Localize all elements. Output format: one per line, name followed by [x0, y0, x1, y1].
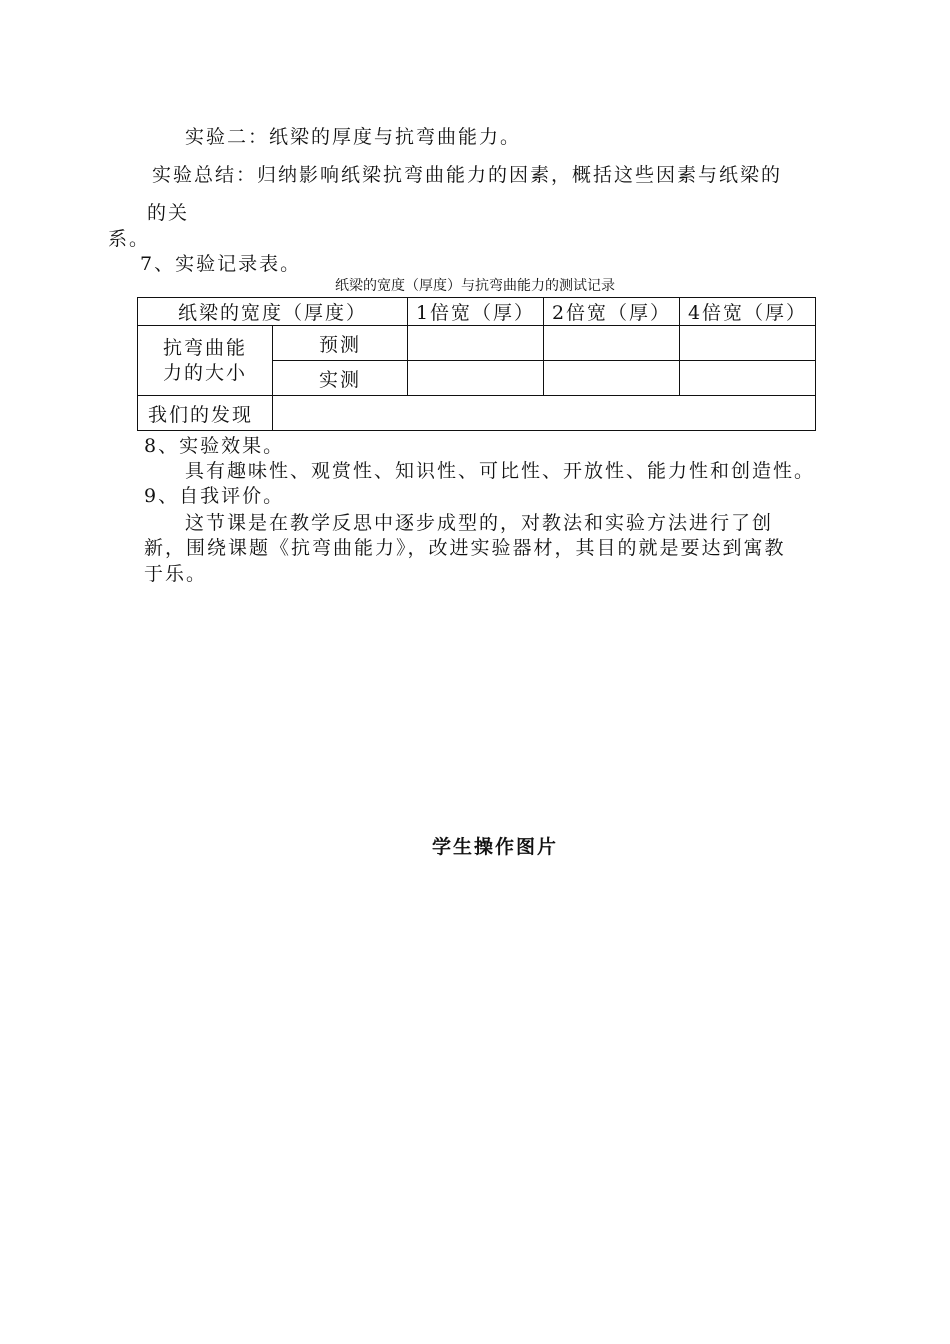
row-label-line-1: 抗弯曲能 — [162, 336, 247, 359]
header-cell-1x: 1倍宽（厚） — [408, 298, 544, 326]
eval-line-2: 新，围绕课题《抗弯曲能力》，改进实验器材，其目的就是要达到寓教 — [144, 537, 786, 559]
summary-line-3: 系。 — [108, 228, 151, 250]
section-title: 学生操作图片 — [431, 836, 558, 858]
actual-label: 实测 — [273, 361, 408, 396]
predict-1x-cell[interactable] — [408, 326, 544, 361]
row-label-line-2: 力的大小 — [162, 361, 247, 384]
actual-2x-cell[interactable] — [544, 361, 680, 396]
item9-heading: 9、自我评价。 — [144, 485, 285, 507]
eval-line-1: 这节课是在教学反思中逐步成型的，对教法和实验方法进行了创 — [185, 512, 774, 534]
header-cell-2x: 2倍宽（厚） — [544, 298, 680, 326]
predict-4x-cell[interactable] — [680, 326, 816, 361]
summary-line-2: 的关 — [147, 202, 190, 224]
summary-line-1: 实验总结：归纳影响纸梁抗弯曲能力的因素，概括这些因素与纸梁的 — [152, 164, 783, 186]
row-label-strength — [138, 326, 273, 396]
effect-line: 具有趣味性、观赏性、知识性、可比性、开放性、能力性和创造性。 — [185, 460, 816, 482]
predict-2x-cell[interactable] — [544, 326, 680, 361]
discovery-cell[interactable] — [273, 396, 816, 431]
actual-4x-cell[interactable] — [680, 361, 816, 396]
predict-label: 预测 — [273, 326, 408, 361]
exp2-line: 实验二：纸梁的厚度与抗弯曲能力。 — [185, 126, 522, 148]
table-caption: 纸梁的宽度（厚度）与抗弯曲能力的测试记录 — [335, 278, 615, 294]
header-cell-4x: 4倍宽（厚） — [680, 298, 816, 326]
item7-heading: 7、实验记录表。 — [140, 253, 302, 275]
record-table — [137, 297, 816, 431]
actual-1x-cell[interactable] — [408, 361, 544, 396]
header-cell-width: 纸梁的宽度（厚度） — [138, 298, 408, 326]
discovery-label: 我们的发现 — [138, 396, 273, 431]
item8-heading: 8、实验效果。 — [144, 435, 285, 457]
eval-line-3: 于乐。 — [144, 563, 208, 585]
